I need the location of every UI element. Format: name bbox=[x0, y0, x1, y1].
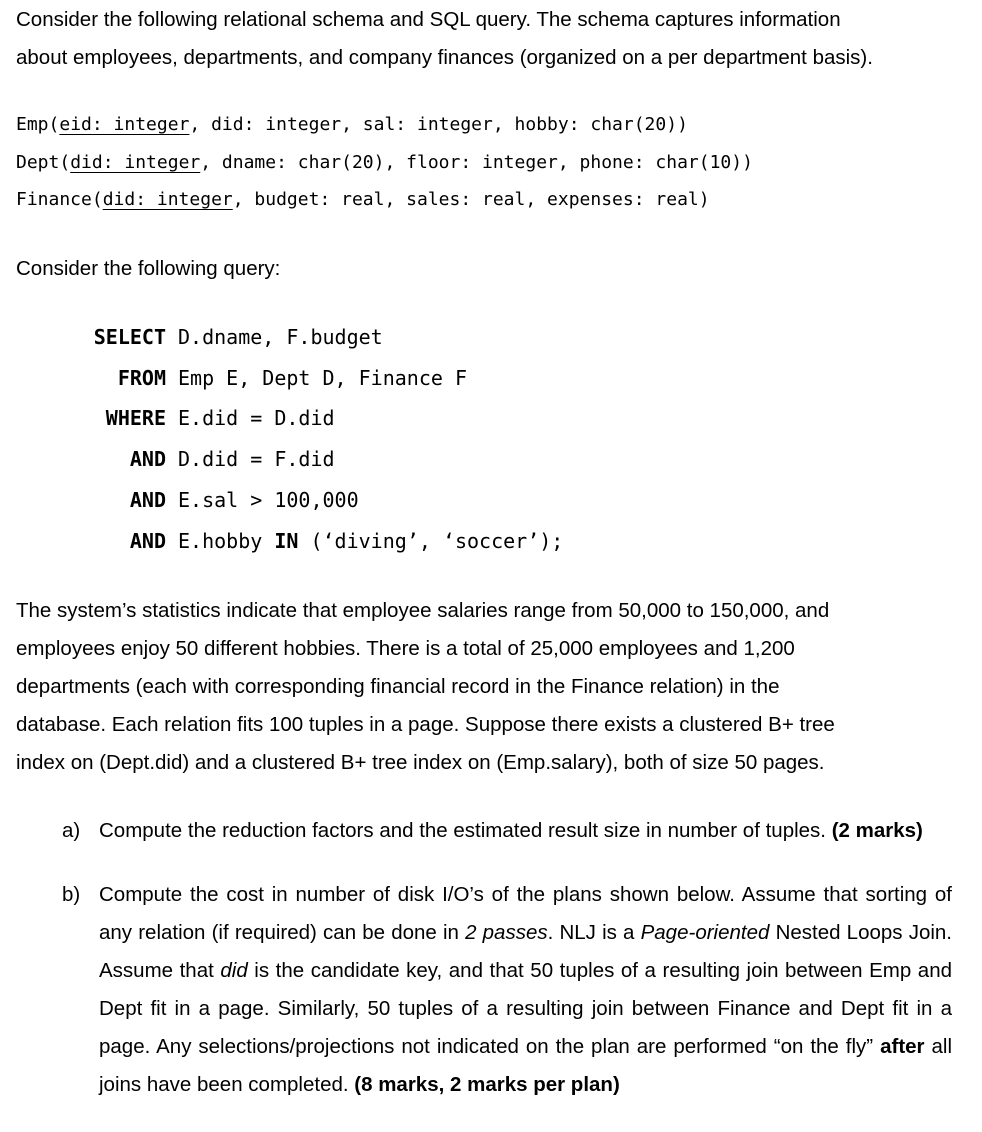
schema-dept: Dept(did: integer, dname: char(20), floor: integer, phone: char(10)) bbox=[16, 151, 753, 173]
primary-key: did: integer bbox=[102, 189, 233, 210]
sql-query bbox=[0, 317, 563, 561]
sql-body: E.sal > 100,000 bbox=[178, 487, 359, 512]
sql-and-clause bbox=[0, 480, 563, 521]
sql-body: E.did = D.did bbox=[178, 406, 335, 431]
stats-line: departments (each with corresponding financial record in the Finance relation) in the bbox=[16, 675, 780, 698]
sql-keyword: AND bbox=[129, 487, 166, 512]
sql-body-text: E.hobby bbox=[178, 528, 275, 553]
question-a bbox=[62, 812, 952, 850]
schema-emp: Emp(eid: integer, did: integer, sal: integer, hobby: char(20)) bbox=[16, 114, 688, 135]
sql-and-clause bbox=[0, 439, 563, 480]
question-body: all joins have been completed. bbox=[99, 1035, 953, 1096]
question-emphasis: did bbox=[220, 959, 248, 982]
question-label: b) bbox=[62, 883, 81, 906]
sql-body bbox=[178, 521, 563, 562]
intro-paragraph bbox=[16, 1, 946, 77]
sql-body: D.did = F.did bbox=[178, 447, 335, 472]
intro-line: about employees, departments, and company finances (organized on a per department basis). bbox=[16, 46, 873, 69]
question-body: Compute the cost in number of disk I/O’s of the plans shown below. Assume that sorting of any relation (if required) can be done in bbox=[99, 883, 952, 944]
question-emphasis: 2 passes bbox=[465, 921, 548, 944]
sql-in-keyword: IN bbox=[274, 528, 299, 553]
statistics-paragraph bbox=[16, 592, 938, 782]
sql-body: Emp E, Dept D, Finance F bbox=[178, 365, 467, 390]
question-marks: (2 marks) bbox=[831, 819, 923, 842]
sql-keyword: SELECT bbox=[93, 325, 166, 349]
sql-body: D.dname, F.budget bbox=[178, 325, 383, 349]
sql-and-clause bbox=[0, 521, 563, 562]
schema-finance: Finance(did: integer, budget: real, sales: real, expenses: real) bbox=[16, 189, 710, 210]
stats-line: index on (Dept.did) and a clustered B+ tree index on (Emp.salary), both of size 50 pages. bbox=[16, 751, 825, 774]
attributes: , budget: real, sales: real, expenses: real) bbox=[232, 189, 710, 210]
stats-line: The system’s statistics indicate that employee salaries range from 50,000 to 150,000, and bbox=[16, 599, 830, 622]
sql-from-clause bbox=[0, 358, 563, 399]
sql-keyword: AND bbox=[129, 447, 166, 472]
sql-body-text: (‘diving’, ‘soccer’); bbox=[298, 528, 564, 553]
question-body: is the candidate key, and that 50 tuples of a resulting join between Emp and Dept fit in a page. Similarly, 50 tuples of a resulting join between Finance and Dept fit in a page. Any selections/projections not indicated on the plan are performed “on the fly” bbox=[99, 959, 952, 1058]
question-text bbox=[99, 812, 952, 850]
question-text bbox=[99, 876, 952, 1104]
primary-key: did: integer bbox=[70, 151, 201, 173]
sql-keyword: AND bbox=[129, 528, 166, 553]
question-marks: (8 marks, 2 marks per plan) bbox=[354, 1073, 620, 1096]
relation-name: Dept bbox=[16, 151, 60, 173]
stats-line: database. Each relation fits 100 tuples in a page. Suppose there exists a clustered B+ tree bbox=[16, 713, 835, 736]
question-body: Compute the reduction factors and the estimated result size in number of tuples. bbox=[99, 819, 826, 842]
attributes: , did: integer, sal: integer, hobby: char(20)) bbox=[189, 114, 688, 135]
attributes: , dname: char(20), floor: integer, phone: char(10)) bbox=[200, 151, 753, 173]
sql-keyword: FROM bbox=[117, 365, 166, 390]
intro-line: Consider the following relational schema and SQL query. The schema captures information bbox=[16, 8, 841, 31]
question-emphasis: after bbox=[880, 1035, 925, 1058]
sql-where-clause bbox=[0, 398, 563, 439]
sql-keyword: WHERE bbox=[105, 406, 166, 431]
primary-key: eid: integer bbox=[59, 114, 190, 135]
question-b bbox=[62, 876, 952, 1104]
question-body: . NLJ is a bbox=[547, 921, 641, 944]
question-label: a) bbox=[62, 819, 81, 842]
relation-name: Finance bbox=[16, 189, 92, 210]
sql-select-clause bbox=[0, 317, 563, 358]
stats-line: employees enjoy 50 different hobbies. There is a total of 25,000 employees and 1,200 bbox=[16, 637, 795, 660]
relation-name: Emp bbox=[16, 114, 49, 135]
question-emphasis: Page-oriented bbox=[640, 921, 770, 944]
question-body: Nested Loops Join. Assume that bbox=[99, 921, 952, 982]
consider-query-text: Consider the following query: bbox=[16, 257, 281, 280]
relational-schema bbox=[16, 106, 753, 219]
